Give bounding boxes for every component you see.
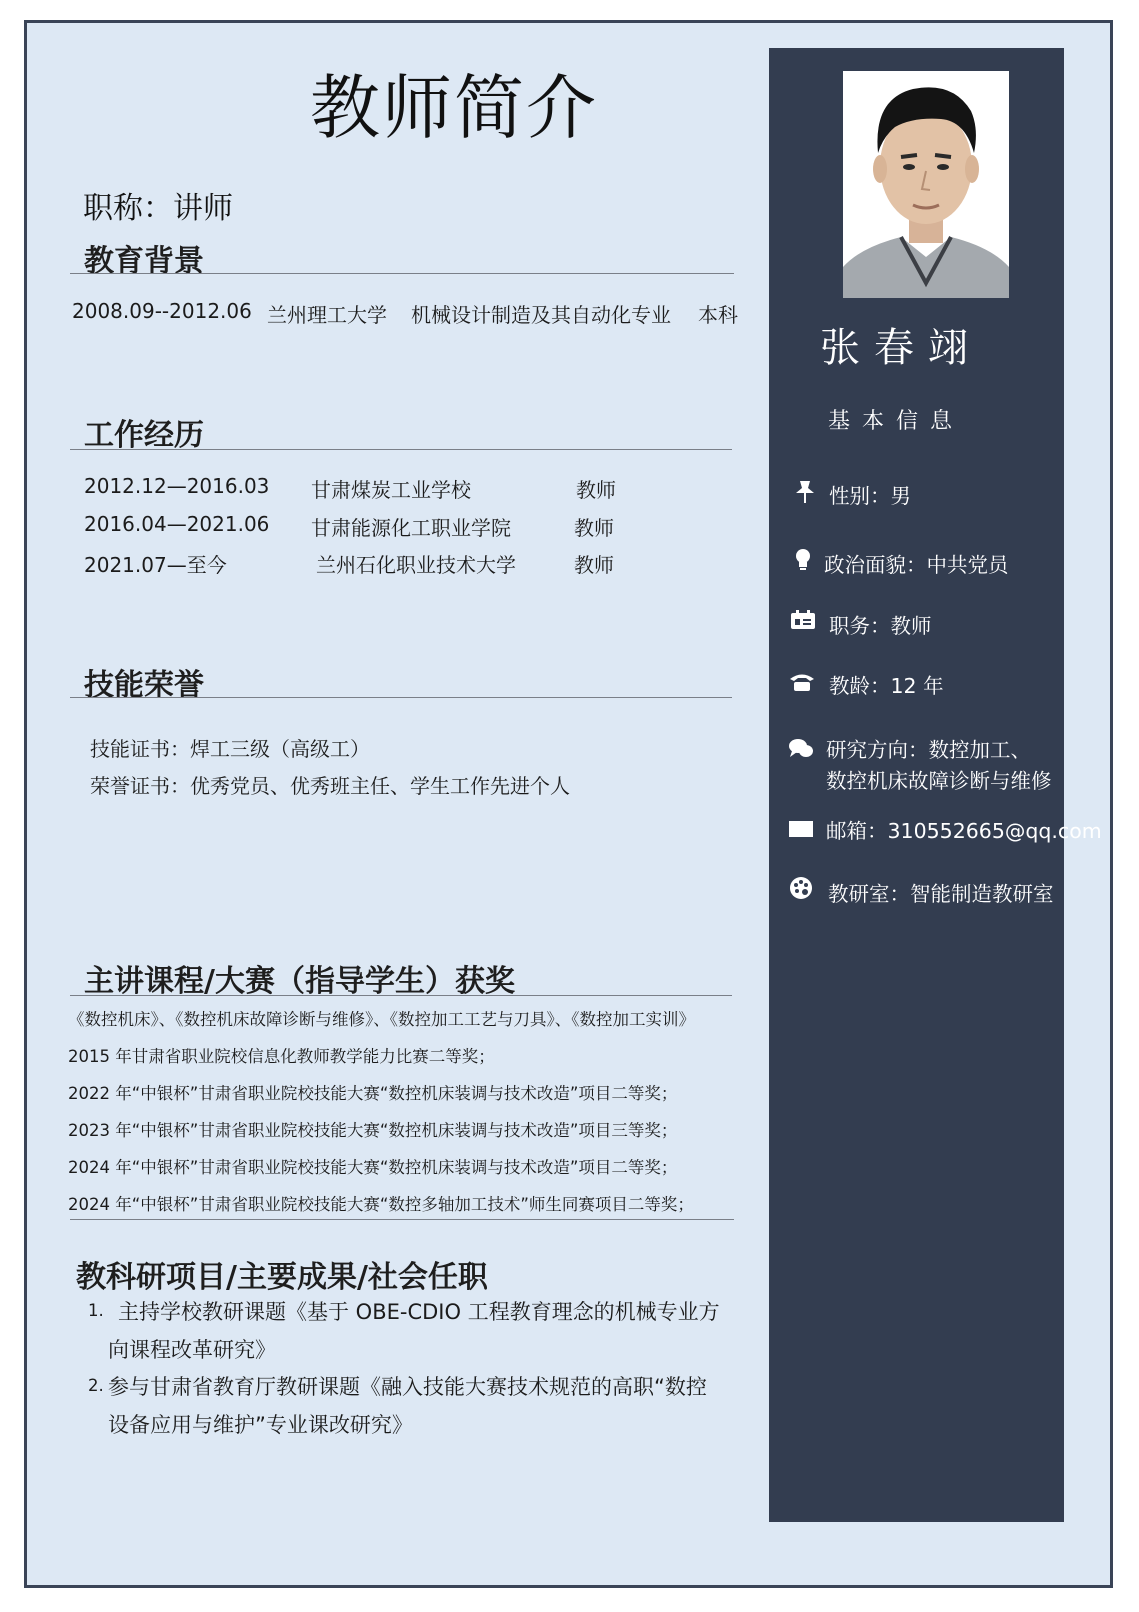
research-item-line: 设备应用与维护”专业课改研究》 bbox=[108, 1413, 413, 1437]
skills-heading: 技能荣誉 bbox=[84, 668, 204, 703]
education-heading: 教育背景 bbox=[84, 244, 204, 279]
research-item-line: 参与甘肃省教育厅教研课题《融入技能大赛技术规范的高职“数控 bbox=[108, 1375, 707, 1399]
profile-photo bbox=[843, 71, 1009, 298]
info-political: 政治面貌：中共党员 bbox=[824, 553, 1009, 577]
courses-bottom-divider bbox=[70, 1219, 734, 1220]
work-divider bbox=[70, 449, 732, 450]
info-gender: 性别：男 bbox=[829, 484, 911, 508]
chat-bubbles-icon bbox=[788, 737, 814, 761]
research-item-number: 2. bbox=[88, 1376, 104, 1395]
envelope-icon bbox=[788, 818, 814, 842]
award-item: 2023 年“中银杯”甘肃省职业院校技能大赛“数控机床装调与技术改造”项目三等奖； bbox=[68, 1121, 678, 1140]
courses-heading: 主讲课程/大赛（指导学生）获奖 bbox=[84, 964, 515, 999]
info-position: 职务：教师 bbox=[829, 614, 932, 638]
info-teaching-years: 教龄：12 年 bbox=[829, 674, 944, 698]
work-period: 2016.04—2021.06 bbox=[84, 512, 270, 536]
telephone-icon bbox=[789, 670, 815, 694]
skill-certificate: 技能证书：焊工三级（高级工） bbox=[90, 737, 370, 761]
work-period: 2012.12—2016.03 bbox=[84, 474, 270, 498]
work-org: 兰州石化职业技术大学 bbox=[316, 553, 516, 577]
work-org: 甘肃能源化工职业学院 bbox=[311, 516, 511, 540]
teacher-name: 张春翊 bbox=[820, 325, 982, 371]
palette-icon bbox=[789, 876, 815, 900]
skills-divider bbox=[70, 697, 732, 698]
courses-divider bbox=[70, 995, 732, 996]
basic-info-heading: 基本信息 bbox=[828, 409, 965, 434]
info-email: 邮箱：310552665@qq.com bbox=[826, 819, 1102, 843]
page-title: 教师简介 bbox=[310, 67, 598, 149]
lightbulb-icon bbox=[792, 548, 818, 572]
work-role: 教师 bbox=[574, 516, 614, 540]
work-period: 2021.07—至今 bbox=[84, 553, 227, 577]
honor-certificate: 荣誉证书：优秀党员、优秀班主任、学生工作先进个人 bbox=[90, 774, 570, 798]
course-list: 《数控机床》、《数控机床故障诊断与维修》、《数控加工工艺与刀具》、《数控加工实训》 bbox=[68, 1010, 695, 1029]
work-role: 教师 bbox=[576, 478, 616, 502]
info-office: 教研室：智能制造教研室 bbox=[828, 882, 1054, 906]
work-org: 甘肃煤炭工业学校 bbox=[311, 478, 471, 502]
education-period: 2008.09--2012.06 bbox=[72, 299, 252, 323]
pushpin-icon bbox=[792, 480, 818, 504]
id-card-icon bbox=[790, 609, 816, 633]
portrait-image bbox=[843, 71, 1009, 298]
info-research-direction: 研究方向：数控加工、 bbox=[826, 738, 1031, 762]
work-role: 教师 bbox=[574, 553, 614, 577]
education-degree: 本科 bbox=[698, 303, 738, 327]
work-heading: 工作经历 bbox=[84, 418, 204, 453]
award-item: 2022 年“中银杯”甘肃省职业院校技能大赛“数控机床装调与技术改造”项目二等奖； bbox=[68, 1084, 678, 1103]
research-item-line: 向课程改革研究》 bbox=[108, 1338, 276, 1362]
award-item: 2024 年“中银杯”甘肃省职业院校技能大赛“数控多轴加工技术”师生同赛项目二等奖； bbox=[68, 1195, 694, 1214]
education-major: 机械设计制造及其自动化专业 bbox=[411, 303, 671, 327]
education-school: 兰州理工大学 bbox=[267, 303, 387, 327]
research-item-line: 主持学校教研课题《基于 OBE-CDIO 工程教育理念的机械专业方 bbox=[118, 1300, 720, 1324]
education-divider bbox=[70, 273, 734, 274]
award-item: 2024 年“中银杯”甘肃省职业院校技能大赛“数控机床装调与技术改造”项目二等奖； bbox=[68, 1158, 678, 1177]
job-title: 职称：讲师 bbox=[83, 191, 233, 226]
info-research-direction-cont: 数控机床故障诊断与维修 bbox=[826, 769, 1052, 793]
award-item: 2015 年甘肃省职业院校信息化教师教学能力比赛二等奖； bbox=[68, 1047, 495, 1066]
research-heading: 教科研项目/主要成果/社会任职 bbox=[76, 1260, 488, 1295]
research-item-number: 1. bbox=[88, 1301, 104, 1320]
